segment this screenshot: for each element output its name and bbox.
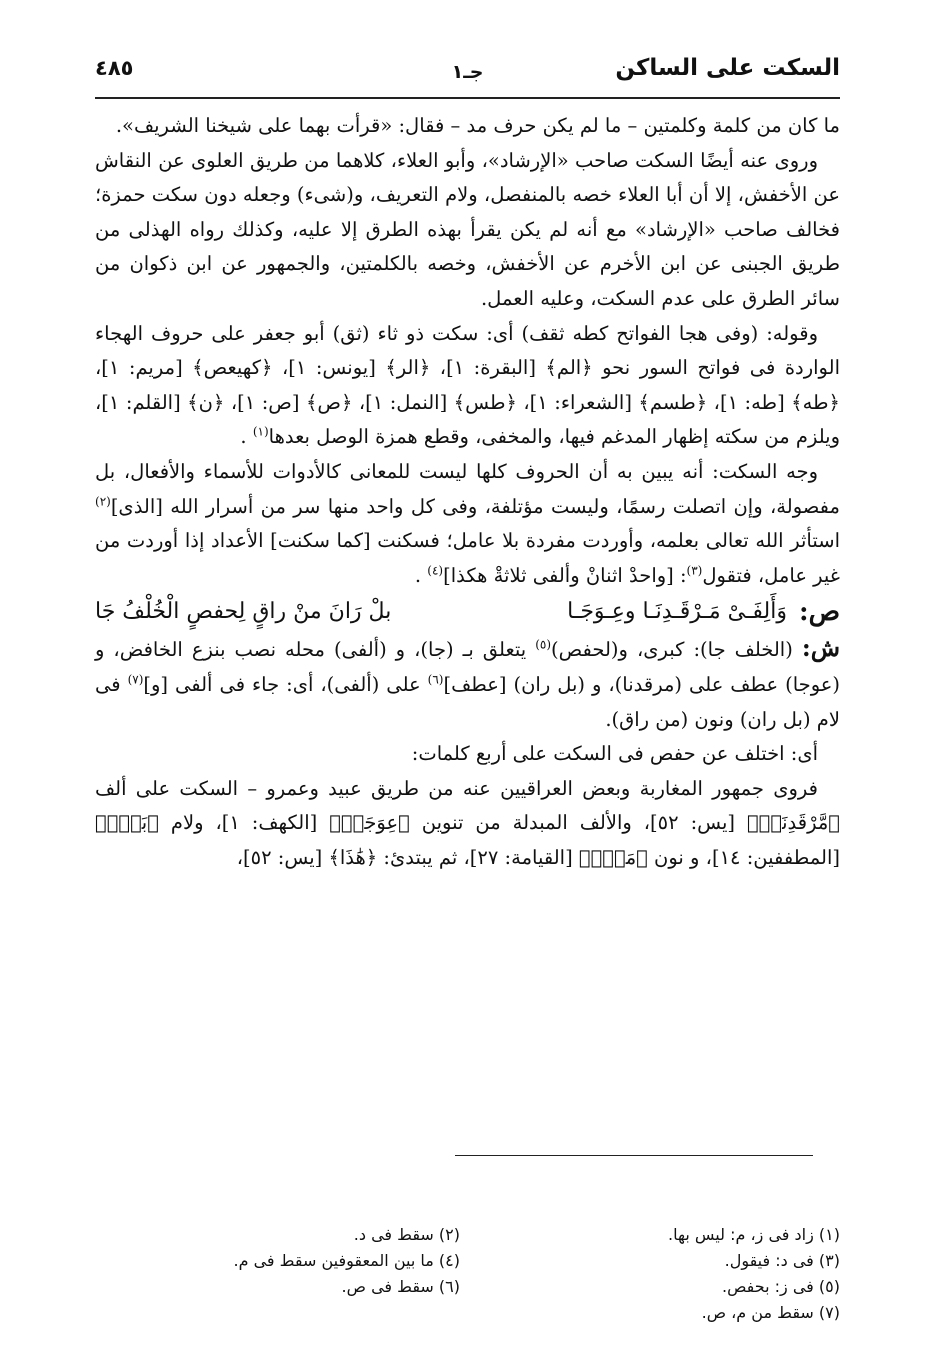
paragraph: أى: اختلف عن حفص فى السكت على أربع كلمات:: [411, 742, 818, 766]
footnote-ref: (٤): [427, 563, 444, 578]
commentary-label: ش:: [801, 633, 841, 663]
paragraph: وقوله: (وفى هجا الفواتح كطه ثقف) أى: سكت ذو ثاء (ثق) أبو جعفر على حروف الهجاء الواردة فى فواتح السور نحو ﴿الم﴾ [البقرة: ١]، ﴿الر﴾ [يونس: ١]، ﴿كهيعص﴾ [مريم: ١]، ﴿طه﴾ [طه: ١]، ﴿طسم﴾ [الشعراء: ١]، ﴿طس﴾ [النمل: ١]، ﴿ص﴾ [ص: ١]، ﴿ن﴾ [القلم: ١]، ويلزم من سكته إظهار المدغم فيها، والمخفى، وقطع همزة الوصل بعدها$^{(١)}$ .: [95, 321, 840, 449]
paragraph: وجه السكت: أنه يبين به أن الحروف كلها ليست للمعانى كالأدوات للأسماء والأفعال، بل مفصولة، وإن اتصلت رسمًا، وليست مؤتلفة، وفى كل واحد منها سر من أسرار الله [الذى]$^{(٢)}$ استأثر الله تعالى بعلمه، وأوردت مفردة بلا عامل؛ فسكنت [كما سكنت] الأعداد إذا أوردت من غير عامل، فتقول$^{(٣)}$: [واحدْ اثنانْ وألفى ثلاثةْ هكذا]$^{(٤)}$ .: [95, 459, 840, 587]
paragraph-text: : [واحدْ اثنانْ وألفى ثلاثةْ هكذا]: [443, 563, 687, 587]
footnote-ref: (٦): [427, 672, 444, 687]
footnote: (١) زاد فى ز، م: ليس بها.: [668, 1225, 840, 1244]
verse-line: [95, 593, 840, 631]
verse-label: ص:: [798, 597, 840, 628]
footnote-ref: (٥): [535, 637, 552, 652]
page-number: ٤٨٥: [95, 56, 134, 80]
paragraph-text: (الخلف جا): كبرى، و(لحفص): [551, 638, 802, 662]
commentary-paragraph: [95, 631, 840, 737]
footnote-ref: (٢): [95, 494, 111, 509]
footnote: (٥) فى ز: بحفص.: [721, 1277, 840, 1296]
footnote: (٢) سقط فى د.: [353, 1225, 460, 1244]
footnote: (٣) فى د: فيقول.: [724, 1251, 840, 1270]
paragraph-text: وقوله: (وفى هجا الفواتح كطه ثقف) أى: سكت ذو ثاء (ثق) أبو جعفر على حروف الهجاء الواردة فى فواتح السور نحو ﴿الم﴾ [البقرة: ١]، ﴿الر﴾ [يونس: ١]، ﴿كهيعص﴾ [مريم: ١]، ﴿طه﴾ [طه: ١]، ﴿طسم﴾ [الشعراء: ١]، ﴿طس﴾ [النمل: ١]، ﴿ص﴾ [ص: ١]، ﴿ن﴾ [القلم: ١]، ويلزم من سكته إظهار المدغم فيها، والمخفى، وقطع همزة الوصل بعدها: [95, 321, 840, 449]
footnote-row: [95, 1222, 840, 1248]
footnote-row: [95, 1274, 840, 1300]
footnote-ref: (٣): [686, 563, 703, 578]
paragraph-text: فى لام (بل ران) ونون (من راق).: [95, 672, 840, 731]
verse-hemistich-2: بلْ رَانَ منْ راقٍ لِحفصٍ الْخُلْفُ جَا: [95, 599, 392, 625]
header-rule: [95, 97, 840, 99]
footnote-row: [95, 1300, 840, 1326]
paragraph: فروى جمهور المغاربة وبعض العراقيين عنه من طريق عبيد وعمرو – السكت على ألف ﴿مَّرْقَدِنَاۜ﴾ [يس: ٥٢]، والألف المبدلة من تنوين ﴿عِوَجَاۜ﴾ [الكهف: ١]، ولام ﴿بَلْۜ﴾ [المطففين: ١٤]، و نون ﴿مَنْۜ﴾ [القيامة: ٢٧]، ثم يبتدئ: ﴿هَٰذَا﴾ [يس: ٥٢]،: [95, 776, 840, 869]
footnote-ref: (١): [252, 424, 269, 439]
paragraph-text: على (ألفى)، أى: جاء فى ألفى [و]: [143, 672, 428, 696]
paragraph-text: وجه السكت: أنه يبين به أن الحروف كلها ليست للمعانى كالأدوات للأسماء والأفعال، بل مفصولة، وإن اتصلت رسمًا، وليست مؤتلفة، وفى كل واحد منها سر من أسرار الله [الذى]: [95, 459, 840, 518]
paragraph: وروى عنه أيضًا السكت صاحب «الإرشاد»، وأبو العلاء، كلاهما من طريق العلوى عن النقاش عن الأخفش، إلا أن أبا العلاء خصه بالمنفصل، ولام التعريف، و(شىء) وجعله دون سكت حمزة؛ فخالف صاحب «الإرشاد» مع أنه لم يكن يقرأ بهذه الطرق إلا عليه، وكذلك رواه الهذلى من طريق الجبنى عن ابن الأخرم عن الأخفش، وخصه بالكلمتين، والجمهور عن ابن ذكوان من سائر الطرق على عدم السكت، وعليه العمل.: [95, 148, 840, 310]
footnote: (٧) سقط من م، ص.: [701, 1303, 840, 1322]
footnote: (٤) ما بين المعقوفين سقط فى م.: [233, 1251, 460, 1270]
volume-label: جـ١: [451, 61, 484, 83]
footnote-rule: [455, 1155, 813, 1156]
running-header: [95, 55, 840, 93]
verse-hemistich-1: وَأَلِفَـىْ مَـرْقَـدِنَـا وعِـوَجَـا: [567, 599, 787, 625]
page: [95, 55, 841, 1322]
footnote-ref: (٧): [127, 672, 144, 687]
footnote-row: [95, 1248, 840, 1274]
footnotes: [95, 1222, 840, 1326]
paragraph-text: استأثر الله تعالى بعلمه، وأوردت مفردة بلا عامل؛ فسكنت [كما سكنت] الأعداد إذا أوردت من غير عامل، فتقول: [95, 529, 840, 587]
chapter-title: السكت على الساكن: [615, 55, 840, 81]
footnote: (٦) سقط فى ص.: [341, 1277, 460, 1296]
paragraph: ما كان من كلمة وكلمتين – ما لم يكن حرف مد – فقال: «قرأت بهما على شيخنا الشريف».: [115, 114, 840, 137]
paragraph-text: يتعلق بـ (جا)، و (ألفى) محله نصب بنزع الخافض، و (عوجا) عطف على (مرقدنا)، و (بل ران) [عطف]: [95, 638, 841, 696]
main-text: [95, 109, 840, 875]
